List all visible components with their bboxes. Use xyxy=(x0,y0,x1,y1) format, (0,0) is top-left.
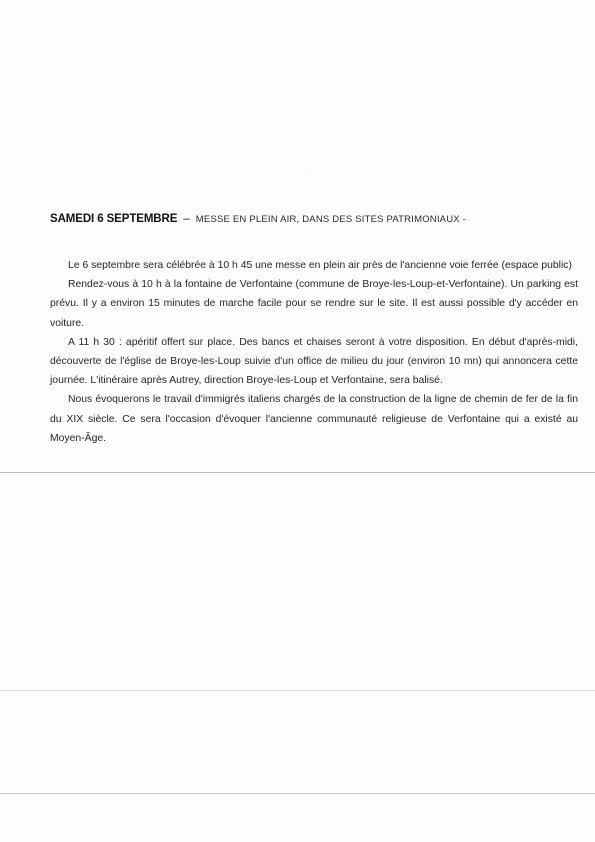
paragraph-mass: Le 6 septembre sera célébrée à 10 h 45 une messe en plein air près de l'ancienne voie ferrée (espace public) xyxy=(68,260,572,271)
scan-fold-line xyxy=(0,793,595,794)
event-date: SAMEDI 6 SEPTEMBRE xyxy=(50,213,178,225)
event-subtitle: MESSE EN PLEIN AIR, DANS DES SITES PATRIMONIAUX - xyxy=(195,214,467,225)
scan-speck: · xyxy=(306,170,308,176)
event-heading xyxy=(50,213,550,225)
scan-fold-line xyxy=(0,472,595,473)
scan-fold-line xyxy=(0,690,595,691)
paragraph-meeting: Rendez-vous à 10 h à la fontaine de Verfontaine (commune de Broye-les-Loup-et-Verfontaine). Un parking est prévu. Il y a environ 15 minutes de marche facile pour se rendre sur le site. Il est aussi possible d'y accéder en voiture. xyxy=(50,279,578,329)
paragraph-aperitif: A 11 h 30 : apéritif offert sur place. Des bancs et chaises seront à votre disposition. En début d'après-midi, découverte de l'église de Broye-les-Loup suivie d'un office de milieu du jour (environ 10 mn) qui annoncera cette journée. L'itinéraire après Autrey, direction Broye-les-Loup et Verfontaine, sera balisé. xyxy=(50,336,578,387)
paragraph-history: Nous évoquerons le travail d'immigrés italiens chargés de la construction de la ligne de chemin de fer de la fin du XIX siècle. Ce sera l'occasion d'évoquer l'ancienne communauté religieuse de Verfontaine qui a existé au Moyen-Âge. xyxy=(50,394,578,444)
event-description xyxy=(50,256,578,448)
heading-dash: – xyxy=(183,213,190,225)
